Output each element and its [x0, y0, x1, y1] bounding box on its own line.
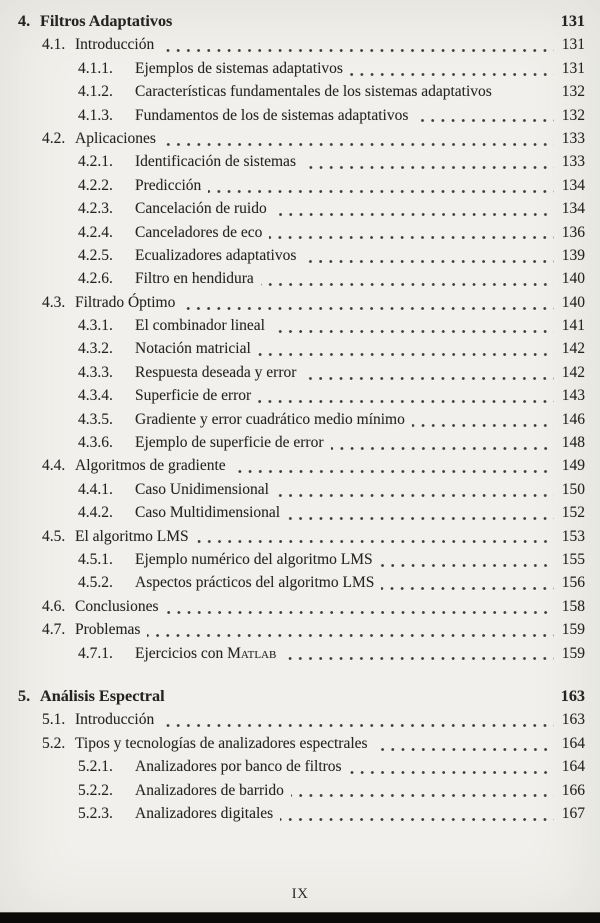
- entry-page: 136: [561, 223, 585, 241]
- entry-title: Notación matricial: [135, 340, 251, 358]
- entry-title: El algoritmo LMS: [75, 527, 189, 545]
- dot-leader: [283, 657, 553, 660]
- entry-number: 4.3.1.: [78, 317, 113, 335]
- entry-number: 4.3.2.: [78, 340, 113, 358]
- entry-page: 146: [561, 410, 585, 428]
- toc-entry: [18, 337, 585, 360]
- dot-leader: [147, 634, 553, 637]
- entry-number: 4.2.4.: [78, 223, 113, 241]
- entry-number: 4.1.1.: [78, 59, 113, 77]
- entry-page: 156: [561, 574, 585, 592]
- entry-page: 139: [561, 246, 585, 264]
- dot-leader: [208, 190, 553, 193]
- entry-title: Analizadores por banco de filtros: [135, 758, 342, 776]
- entry-title: Predicción: [135, 176, 202, 194]
- toc-entry: [18, 127, 585, 150]
- dot-leader: [163, 143, 554, 146]
- toc-entry: [18, 33, 585, 56]
- entry-number: 4.4.2.: [78, 504, 113, 522]
- entry-number: 5.: [18, 686, 31, 705]
- dot-leader: [375, 748, 554, 751]
- toc-entry: [18, 525, 585, 548]
- entry-page: 150: [561, 480, 585, 498]
- toc-entry: [18, 10, 585, 33]
- entry-page: 131: [561, 59, 585, 77]
- dot-leader: [261, 283, 554, 286]
- dot-leader: [196, 540, 554, 543]
- entry-title: Problemas: [75, 621, 141, 639]
- entry-number: 4.7.1.: [78, 644, 113, 662]
- entry-number: 5.2.2.: [78, 781, 113, 799]
- entry-title: Respuesta deseada y error: [135, 363, 297, 381]
- entry-page: 155: [561, 550, 585, 568]
- entry-title: Características fundamentales de los sistemas adaptativos: [135, 83, 492, 101]
- entry-page: 133: [561, 153, 585, 171]
- toc-entry: [18, 802, 585, 825]
- toc-entry: [18, 80, 585, 103]
- toc-entry: [18, 57, 585, 80]
- dot-leader: [280, 818, 554, 821]
- dot-leader: [166, 611, 554, 614]
- entry-number: 4.2.3.: [78, 200, 113, 218]
- toc-entry: [18, 314, 585, 337]
- dot-leader: [303, 166, 554, 169]
- entry-page: 133: [561, 129, 585, 147]
- entry-page: 159: [561, 621, 585, 639]
- entry-page: 131: [560, 12, 585, 30]
- entry-title: Filtros Adaptativos: [40, 12, 173, 30]
- entry-page: 159: [561, 644, 585, 662]
- dot-leader: [287, 517, 554, 520]
- entry-number: 4.4.1.: [78, 480, 113, 498]
- entry-title: Introducción: [75, 711, 155, 729]
- entry-page: 142: [561, 363, 585, 381]
- entry-page: 141: [561, 317, 585, 335]
- entry-page: 140: [561, 270, 585, 288]
- entry-number: 4.3.: [42, 293, 66, 311]
- entry-title: Filtrado Óptimo: [75, 293, 176, 311]
- entry-title: Identificación de sistemas: [135, 153, 296, 171]
- entry-page: 140: [561, 293, 585, 311]
- entry-title: Aspectos prácticos del algoritmo LMS: [135, 574, 375, 592]
- dot-leader: [161, 49, 554, 52]
- entry-number: 4.6.: [42, 597, 66, 615]
- entry-title: El combinador lineal: [135, 317, 265, 335]
- dot-leader: [258, 400, 554, 403]
- dot-leader: [182, 307, 553, 310]
- toc-entry: [18, 361, 585, 384]
- dot-leader: [303, 260, 553, 263]
- dot-leader: [415, 119, 553, 122]
- dot-leader: [179, 26, 552, 29]
- entry-title: Canceladores de eco: [135, 223, 263, 241]
- toc-entry: [18, 595, 585, 618]
- entry-title: Analizadores de barrido: [135, 781, 284, 799]
- toc-entry: [18, 384, 585, 407]
- dot-leader: [172, 701, 553, 704]
- page-number-footer: IX: [291, 886, 309, 902]
- entry-number: 5.2.: [42, 734, 66, 752]
- toc-entry: [18, 571, 585, 594]
- toc-entry: [18, 548, 585, 571]
- dot-leader: [272, 330, 554, 333]
- entry-number: 4.1.3.: [78, 106, 113, 124]
- entry-number: 4.2.5.: [78, 246, 113, 264]
- toc-entry: [18, 431, 585, 454]
- toc-entry: [18, 732, 585, 755]
- entry-number: 4.3.3.: [78, 363, 113, 381]
- toc-entry: [18, 104, 585, 127]
- dot-leader: [412, 424, 554, 427]
- toc-entry: [18, 244, 585, 267]
- entry-page: 148: [561, 434, 585, 452]
- dot-leader: [303, 377, 553, 380]
- entry-title: Tipos y tecnologías de analizadores espectrales: [75, 734, 368, 752]
- entry-title: Conclusiones: [75, 597, 159, 615]
- toc-entry: [18, 408, 585, 431]
- scan-bottom-bar: [0, 912, 600, 923]
- entry-title: Ejemplo numérico del algoritmo LMS: [135, 550, 373, 568]
- entry-title: Algoritmos de gradiente: [75, 457, 226, 475]
- toc-entry: [18, 221, 585, 244]
- dot-leader: [381, 587, 553, 590]
- entry-page: 164: [561, 734, 585, 752]
- entry-page: 132: [561, 83, 585, 101]
- toc-entry: [18, 291, 585, 314]
- dot-leader: [274, 213, 554, 216]
- entry-number: 4.4.: [42, 457, 66, 475]
- entry-number: 5.1.: [42, 711, 66, 729]
- entry-number: 4.5.1.: [78, 550, 113, 568]
- entry-number: 4.1.: [42, 36, 66, 54]
- entry-title: Ejemplos de sistemas adaptativos: [135, 59, 343, 77]
- dot-leader: [331, 447, 554, 450]
- dot-leader: [350, 73, 554, 76]
- toc-entry: [18, 685, 585, 708]
- toc-rows: [18, 10, 585, 825]
- entry-title: Introducción: [75, 36, 155, 54]
- entry-page: 152: [561, 504, 585, 522]
- toc-entry: [18, 642, 585, 665]
- toc-entry: [18, 478, 585, 501]
- entry-number: 4.2.2.: [78, 176, 113, 194]
- entry-page: 134: [561, 176, 585, 194]
- entry-title: Filtro en hendidura: [135, 270, 254, 288]
- toc-entry: [18, 755, 585, 778]
- toc-entry: [18, 267, 585, 290]
- entry-title-smallcaps: Matlab: [227, 644, 277, 662]
- entry-number: 4.: [18, 12, 31, 30]
- dot-leader: [349, 771, 554, 774]
- entry-title: Superficie de error: [135, 387, 252, 405]
- dot-leader: [276, 494, 554, 497]
- dot-leader: [233, 470, 554, 473]
- entry-number: 4.5.: [42, 527, 66, 545]
- entry-number: 4.2.: [42, 129, 66, 147]
- entry-title: Aplicaciones: [75, 129, 156, 147]
- dot-leader: [269, 236, 553, 239]
- entry-title: Caso Unidimensional: [135, 480, 269, 498]
- entry-title: Ejercicios con Matlab: [135, 644, 277, 662]
- entry-title: Fundamentos de los de sistemas adaptativos: [135, 106, 409, 124]
- entry-title: Caso Multidimensional: [135, 504, 281, 522]
- entry-page: 163: [560, 686, 585, 705]
- toc-entry: [18, 708, 585, 731]
- entry-page: 163: [561, 711, 585, 729]
- entry-page: 131: [561, 36, 585, 54]
- entry-page: 132: [561, 106, 585, 124]
- entry-page: 164: [561, 758, 585, 776]
- toc-entry: [18, 197, 585, 220]
- toc-entry: [18, 150, 585, 173]
- entry-title: Cancelación de ruido: [135, 200, 267, 218]
- dot-leader: [380, 564, 554, 567]
- entry-title: Ecualizadores adaptativos: [135, 246, 297, 264]
- dot-leader: [291, 794, 554, 797]
- entry-number: 4.3.5.: [78, 410, 113, 428]
- entry-page: 142: [561, 340, 585, 358]
- entry-page: 166: [561, 781, 585, 799]
- toc-entry: [18, 618, 585, 641]
- entry-page: 149: [561, 457, 585, 475]
- entry-title: Gradiente y error cuadrático medio mínimo: [135, 410, 405, 428]
- entry-page: 167: [561, 804, 585, 822]
- entry-number: 4.2.1.: [78, 153, 113, 171]
- entry-number: 4.3.6.: [78, 434, 113, 452]
- entry-number: 4.5.2.: [78, 574, 113, 592]
- entry-title: Analizadores digitales: [135, 804, 274, 822]
- toc-entry: [18, 174, 585, 197]
- entry-number: 4.1.2.: [78, 83, 113, 101]
- entry-number: 5.2.1.: [78, 758, 113, 776]
- dot-leader: [499, 96, 554, 99]
- entry-page: 153: [561, 527, 585, 545]
- entry-number: 4.3.4.: [78, 387, 113, 405]
- toc-entry: [18, 454, 585, 477]
- entry-number: 5.2.3.: [78, 804, 113, 822]
- entry-title: Ejemplo de superficie de error: [135, 434, 324, 452]
- entry-page: 143: [561, 387, 585, 405]
- dot-leader: [258, 353, 554, 356]
- entry-title: Análisis Espectral: [40, 686, 165, 705]
- entry-page: 158: [561, 597, 585, 615]
- toc-entry: [18, 501, 585, 524]
- entry-number: 4.2.6.: [78, 270, 113, 288]
- entry-page: 134: [561, 200, 585, 218]
- entry-number: 4.7.: [42, 621, 66, 639]
- toc-entry: [18, 779, 585, 802]
- dot-leader: [161, 724, 554, 727]
